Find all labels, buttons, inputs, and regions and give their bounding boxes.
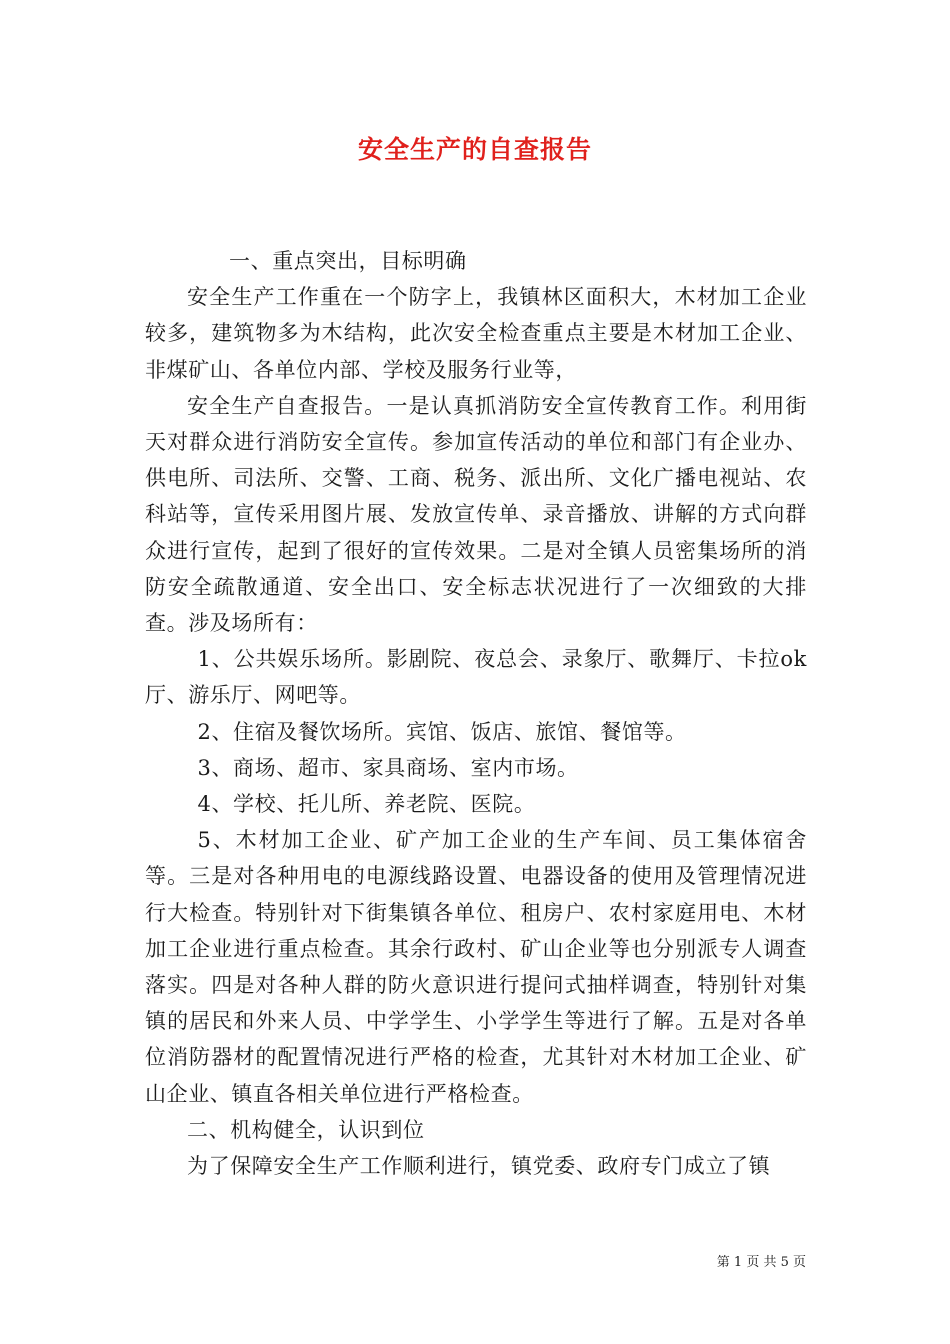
- paragraph-organization: 为了保障安全生产工作顺利进行，镇党委、政府专门成立了镇: [187, 1154, 771, 1179]
- list-item-3: 3、商场、超市、家具商场、室内市场。: [197, 755, 579, 780]
- section-heading-1: 一、重点突出，目标明确: [229, 249, 467, 273]
- page-number-footer: 第 1 页 共 5 页: [716, 1255, 806, 1270]
- document-title: 安全生产的自查报告: [357, 135, 592, 164]
- document-body: [145, 243, 807, 1184]
- list-item-1: 1、公共娱乐场所。影剧院、夜总会、录象厅、歌舞厅、卡拉ok厅、游乐厅、网吧等。: [145, 647, 807, 708]
- section-heading-2: 二、机构健全，认识到位: [187, 1117, 425, 1142]
- list-item-5: 5、木材加工企业、矿产加工企业的生产车间、员工集体宿舍等。三是对各种用电的电源线路设置、电器设备的使用及管理情况进行大检查。特别针对下街集镇各单位、租房户、农村家庭用电、木材加工企业进行重点检查。其余行政村、矿山企业等也分别派专人调查落实。四是对各种人群的防火意识进行提问式抽样调查，特别针对集镇的居民和外来人员、中学学生、小学学生等进行了解。五是对各单位消防器材的配置情况进行严格的检查，尤其针对木材加工企业、矿山企业、镇直各相关单位进行严格检查。: [145, 828, 807, 1106]
- list-item-2: 2、住宿及餐饮场所。宾馆、饭店、旅馆、餐馆等。: [197, 719, 687, 744]
- paragraph-intro: 安全生产工作重在一个防字上，我镇林区面积大，木材加工企业较多，建筑物多为木结构，此次安全检查重点主要是木材加工企业、非煤矿山、各单位内部、学校及服务行业等，: [145, 285, 807, 382]
- list-item-4: 4、学校、托儿所、养老院、医院。: [197, 792, 536, 817]
- paragraph-self-check: 安全生产自查报告。一是认真抓消防安全宣传教育工作。利用街天对群众进行消防安全宣传。参加宣传活动的单位和部门有企业办、供电所、司法所、交警、工商、税务、派出所、文化广播电视站、农科站等，宣传采用图片展、发放宣传单、录音播放、讲解的方式向群众进行宣传，起到了很好的宣传效果。二是对全镇人员密集场所的消防安全疏散通道、安全出口、安全标志状况进行了一次细致的大排查。涉及场所有：: [145, 393, 807, 636]
